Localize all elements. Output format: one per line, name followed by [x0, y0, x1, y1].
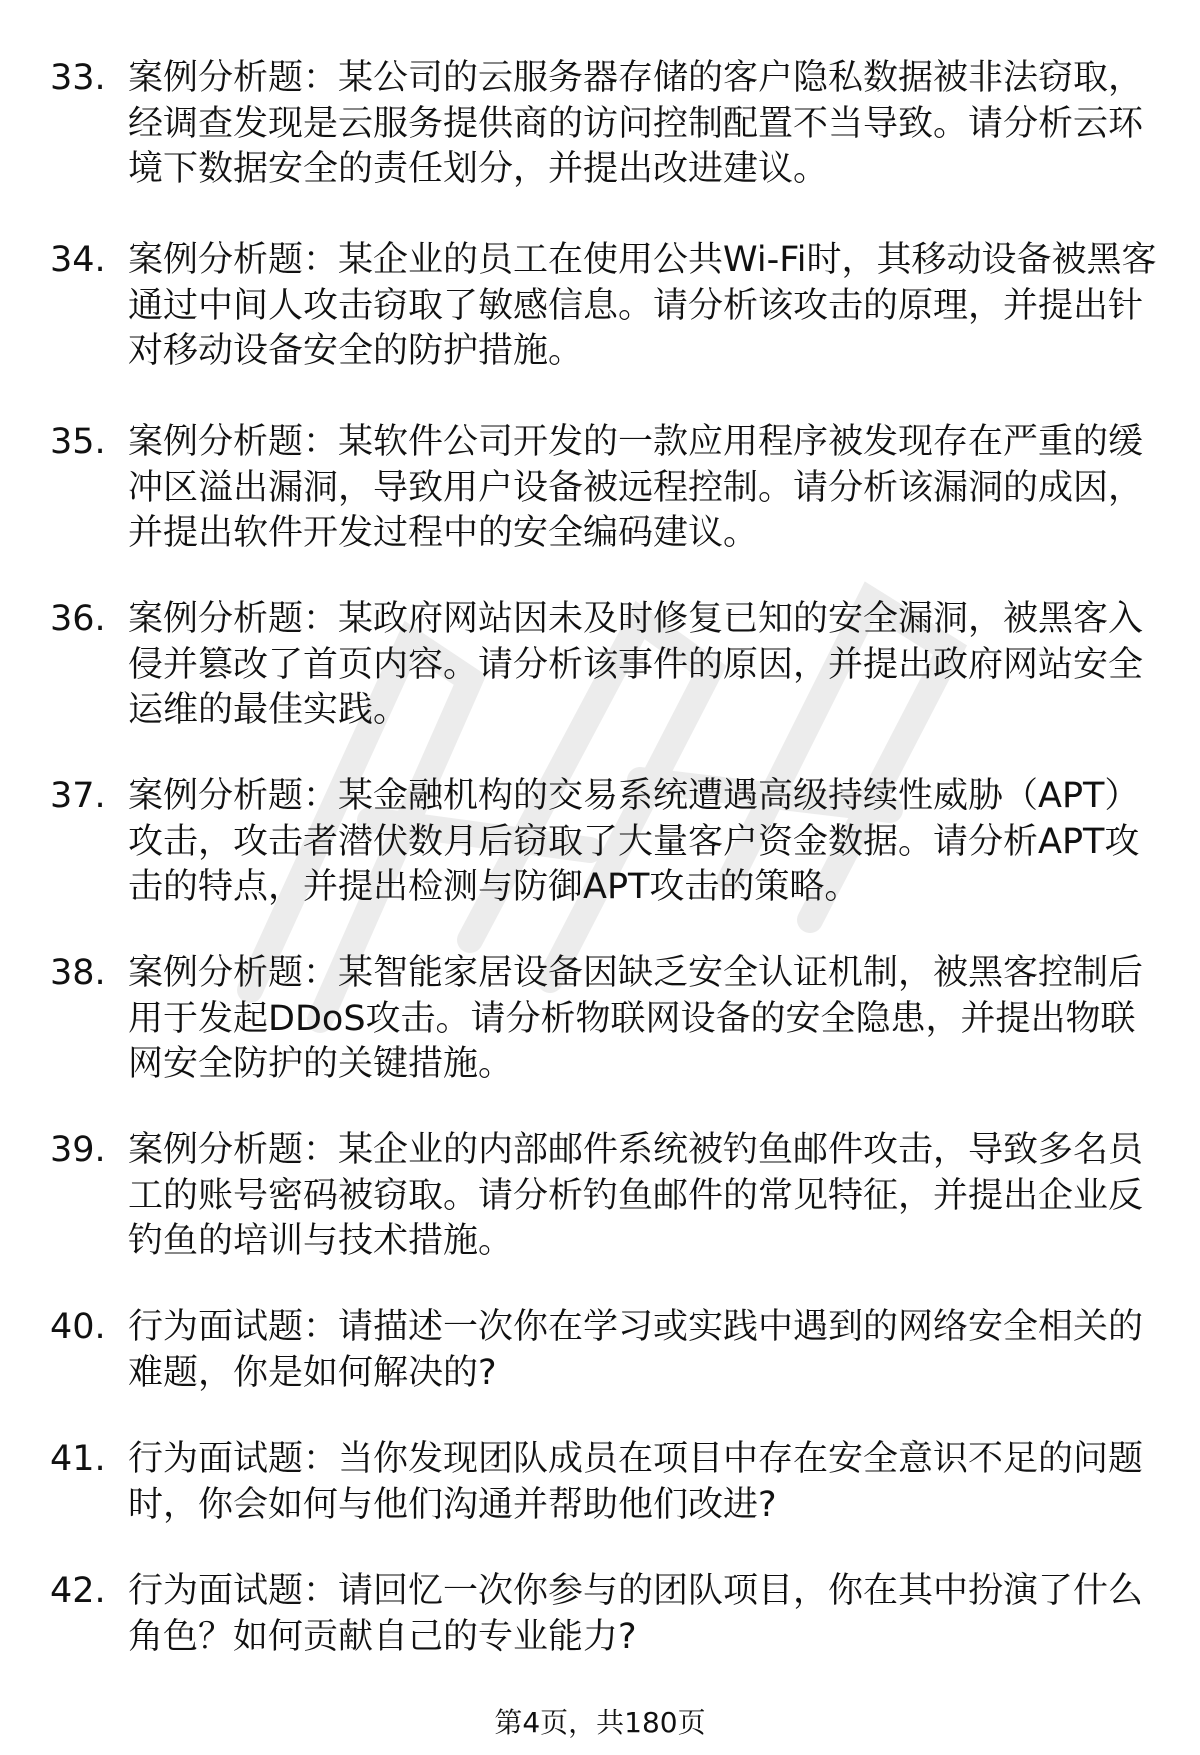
question-list — [0, 56, 1200, 1669]
question-33 — [0, 56, 1200, 238]
question-text: 案例分析题：某金融机构的交易系统遭遇高级持续性威胁（APT）攻击，攻击者潜伏数月后窃取了大量客户资金数据。请分析APT攻击的特点，并提出检测与防御APT攻击的策略。 — [128, 776, 1140, 907]
question-number: 42. — [50, 1571, 106, 1611]
page-number-label: 第4页，共180页 — [494, 1706, 706, 1739]
question-number: 37. — [50, 776, 106, 816]
question-text: 案例分析题：某企业的内部邮件系统被钓鱼邮件攻击，导致多名员工的账号密码被窃取。请分析钓鱼邮件的常见特征，并提出企业反钓鱼的培训与技术措施。 — [128, 1130, 1144, 1261]
question-number: 39. — [50, 1130, 106, 1170]
question-text: 案例分析题：某政府网站因未及时修复已知的安全漏洞，被黑客入侵并篡改了首页内容。请分析该事件的原因，并提出政府网站安全运维的最佳实践。 — [128, 599, 1144, 730]
question-39 — [0, 1128, 1200, 1305]
question-41 — [0, 1437, 1200, 1569]
question-40 — [0, 1305, 1200, 1437]
question-text: 案例分析题：某软件公司开发的一款应用程序被发现存在严重的缓冲区溢出漏洞，导致用户设备被远程控制。请分析该漏洞的成因，并提出软件开发过程中的安全编码建议。 — [128, 422, 1144, 553]
question-number: 38. — [50, 953, 106, 993]
question-text: 案例分析题：某智能家居设备因缺乏安全认证机制，被黑客控制后用于发起DDoS攻击。请分析物联网设备的安全隐患，并提出物联网安全防护的关键措施。 — [128, 953, 1144, 1084]
question-number: 41. — [50, 1439, 106, 1479]
question-36 — [0, 597, 1200, 774]
question-35 — [0, 420, 1200, 597]
question-text: 行为面试题：请回忆一次你参与的团队项目，你在其中扮演了什么角色？如何贡献自己的专业能力? — [128, 1571, 1144, 1657]
question-42 — [0, 1569, 1200, 1669]
question-number: 34. — [50, 240, 106, 280]
question-37 — [0, 774, 1200, 951]
question-text: 案例分析题：某企业的员工在使用公共Wi-Fi时，其移动设备被黑客通过中间人攻击窃取了敏感信息。请分析该攻击的原理，并提出针对移动设备安全的防护措施。 — [128, 240, 1157, 371]
question-text: 行为面试题：当你发现团队成员在项目中存在安全意识不足的问题时，你会如何与他们沟通并帮助他们改进? — [128, 1439, 1144, 1525]
question-number: 36. — [50, 599, 106, 639]
question-number: 33. — [50, 58, 106, 98]
question-number: 40. — [50, 1307, 106, 1347]
question-text: 行为面试题：请描述一次你在学习或实践中遇到的网络安全相关的难题，你是如何解决的? — [128, 1307, 1144, 1393]
question-text: 案例分析题：某公司的云服务器存储的客户隐私数据被非法窃取，经调查发现是云服务提供商的访问控制配置不当导致。请分析云环境下数据安全的责任划分，并提出改进建议。 — [128, 58, 1144, 189]
question-number: 35. — [50, 422, 106, 462]
page-footer — [0, 1705, 1200, 1741]
question-34 — [0, 238, 1200, 420]
question-38 — [0, 951, 1200, 1128]
